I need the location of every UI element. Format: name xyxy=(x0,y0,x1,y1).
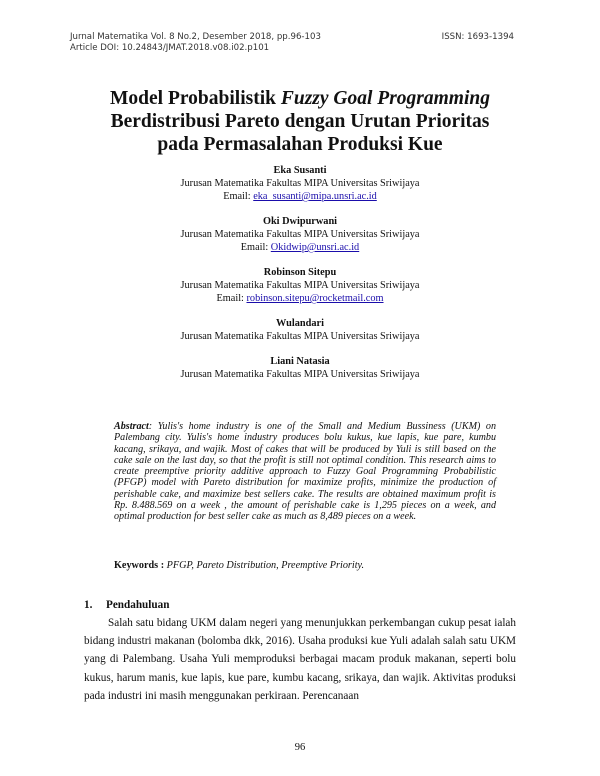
author-email-link[interactable]: robinson.sitepu@rocketmail.com xyxy=(246,293,384,304)
author-name: Liani Natasia xyxy=(270,356,330,367)
author-name: Oki Dwipurwani xyxy=(262,216,338,227)
journal-citation: Jurnal Matematika Vol. 8 No.2, Desember 2018, pp.96-103 xyxy=(70,32,321,42)
journal-header xyxy=(70,32,321,54)
author-block xyxy=(0,266,600,305)
author-name: Eka Susanti xyxy=(273,165,327,176)
body-paragraph: Salah satu bidang UKM dalam negeri yang menunjukkan perkembangan cukup pesat ialah bidang industri makanan (bolomba dkk, 2016). Usaha produksi kue Yuli adalah salah satu UKM yang di Palembang. Usaha Yuli memproduksi berbagai macam produk makanan, seperti bolu kukus, harum manis, kue lapis, kue pare, kumbu kacang, srikaya, dan wajik. Aktivitas produksi pada industri ini masih menggunakan perkiraan. Perencanaan xyxy=(84,617,516,702)
author-block xyxy=(0,355,600,381)
author-affiliation: Jurusan Matematika Fakultas MIPA Universitas Sriwijaya xyxy=(180,178,420,189)
section-heading xyxy=(84,599,169,611)
abstract xyxy=(114,421,496,523)
author-affiliation: Jurusan Matematika Fakultas MIPA Universitas Sriwijaya xyxy=(180,280,420,291)
author-block xyxy=(0,317,600,343)
title-line1-italic: Fuzzy Goal Programming xyxy=(280,88,490,109)
author-email-line xyxy=(241,242,359,253)
author-affiliation: Jurusan Matematika Fakultas MIPA Universitas Sriwijaya xyxy=(180,331,420,342)
title-line1-prefix: Model Probabilistik xyxy=(110,88,281,109)
keywords xyxy=(114,560,496,572)
author-email-line xyxy=(223,191,377,202)
title-line2: Berdistribusi Pareto dengan Urutan Prioritas xyxy=(110,111,490,132)
article-doi: Article DOI: 10.24843/JMAT.2018.v08.i02.p101 xyxy=(70,43,270,53)
abstract-label: Abstract xyxy=(114,421,149,432)
author-affiliation: Jurusan Matematika Fakultas MIPA Universitas Sriwijaya xyxy=(180,369,420,380)
email-label: Email: xyxy=(240,242,271,253)
keywords-text: PFGP, Pareto Distribution, Preemptive Priority. xyxy=(166,560,365,571)
body-text xyxy=(84,614,516,705)
author-name: Robinson Sitepu xyxy=(263,267,337,278)
section-title: Pendahuluan xyxy=(106,599,170,611)
author-email-link[interactable]: Okidwip@unsri.ac.id xyxy=(270,242,360,253)
author-affiliation: Jurusan Matematika Fakultas MIPA Universitas Sriwijaya xyxy=(180,229,420,240)
section-number: 1. xyxy=(84,599,93,611)
author-block xyxy=(0,215,600,254)
author-email-link[interactable]: eka_susanti@mipa.unsri.ac.id xyxy=(253,191,377,202)
email-label: Email: xyxy=(223,191,254,202)
issn: ISSN: 1693-1394 xyxy=(441,32,514,42)
author-email-line xyxy=(216,293,383,304)
author-name: Wulandari xyxy=(276,318,324,329)
email-label: Email: xyxy=(216,293,247,304)
paper-title xyxy=(50,87,550,156)
author-list xyxy=(0,164,600,393)
author-block xyxy=(0,164,600,203)
abstract-text: : Yulis's home industry is one of the Small and Medium Bussiness (UKM) on Palembang city. Yulis's home industry produces bolu kukus, kue lapis, kue pare, kumbu kacang, srikaya, and wajik. Most of cakes that will be produced by Yuli is still based on the cake sale on the last day, so that the profit is still not optimal condition. This research aims to create preemptive priority additive approach to Fuzzy Goal Programming Probabilistic (PFGP) model with Pareto distribution for maximize profits, minimize the production of perishable cake, and maximize best sellers cake. The results are obtained maximum profit is Rp. 8.488.569 on a week , the amount of perishable cake is 1,295 pieces on a week, and optimal production for best seller cake as much as 8,489 pieces on a week. xyxy=(114,421,496,523)
keywords-label: Keywords : xyxy=(114,560,167,571)
page-number: 96 xyxy=(294,742,306,753)
title-line3: pada Permasalahan Produksi Kue xyxy=(157,134,443,155)
